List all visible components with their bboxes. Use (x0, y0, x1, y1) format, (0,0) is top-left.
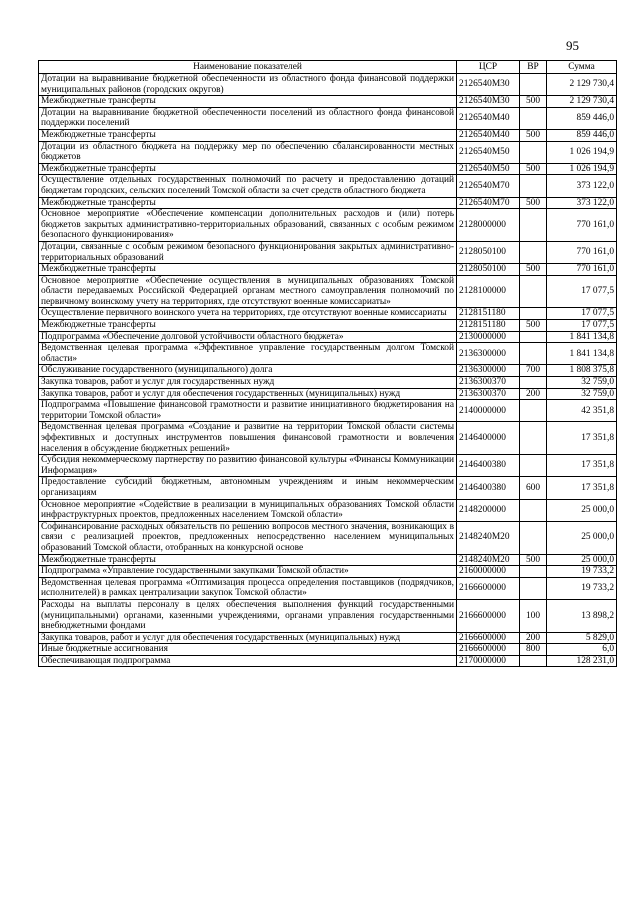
cell-name: Иные бюджетные ассигнования (39, 644, 457, 656)
cell-vr (520, 343, 547, 365)
table-row (39, 599, 617, 632)
cell-vr (520, 241, 547, 263)
table-row (39, 308, 617, 320)
table-row (39, 477, 617, 499)
cell-vr: 500 (520, 320, 547, 332)
cell-csr: 2128050100 (457, 241, 520, 263)
cell-name: Закупка товаров, работ и услуг для государственных нужд (39, 377, 457, 389)
cell-name: Межбюджетные трансферты (39, 96, 457, 108)
cell-csr: 2146400380 (457, 477, 520, 499)
cell-name: Осуществление отдельных государственных полномочий по расчету и предоставлению дотаций бюджетам городских, сельских поселений Томской области за счет средств областного бюджета (39, 175, 457, 197)
table-row (39, 566, 617, 578)
cell-sum: 32 759,0 (547, 388, 617, 400)
table-row (39, 331, 617, 343)
cell-vr: 100 (520, 599, 547, 632)
cell-csr: 2148240М20 (457, 554, 520, 566)
table-row (39, 644, 617, 656)
cell-sum: 42 351,8 (547, 400, 617, 422)
table-row (39, 129, 617, 141)
cell-name: Субсидия некоммерческому партнерству по развитию финансовой культуры «Финансы Коммуникации Информация» (39, 455, 457, 477)
cell-sum: 1 026 194,9 (547, 163, 617, 175)
cell-csr: 2170000000 (457, 655, 520, 667)
cell-name: Основное мероприятие «Обеспечение осуществления в муниципальных образованиях Томской области передаваемых Российской Федерацией органам местного самоуправления полномочий по первичному воинскому учету на территориях, где отсутствуют военные комиссариаты» (39, 275, 457, 308)
cell-sum: 770 161,0 (547, 264, 617, 276)
cell-vr (520, 209, 547, 242)
cell-vr: 200 (520, 388, 547, 400)
cell-csr: 2126540М30 (457, 74, 520, 96)
cell-name: Межбюджетные трансферты (39, 197, 457, 209)
cell-vr (520, 331, 547, 343)
cell-name: Дотации на выравнивание бюджетной обеспеченности поселений из областного фонда финансовой поддержки поселений (39, 107, 457, 129)
cell-csr: 2126540М50 (457, 141, 520, 163)
cell-sum: 17 077,5 (547, 275, 617, 308)
cell-csr: 2128151180 (457, 308, 520, 320)
cell-csr: 2136300000 (457, 343, 520, 365)
cell-sum: 25 000,0 (547, 521, 617, 554)
cell-name: Подпрограмма «Обеспечение долговой устойчивости областного бюджета» (39, 331, 457, 343)
table-row (39, 499, 617, 521)
table-row (39, 163, 617, 175)
cell-vr: 500 (520, 163, 547, 175)
cell-vr (520, 499, 547, 521)
cell-csr: 2128100000 (457, 275, 520, 308)
cell-name: Обеспечивающая подпрограмма (39, 655, 457, 667)
cell-sum: 5 829,0 (547, 632, 617, 644)
cell-vr (520, 521, 547, 554)
cell-name: Межбюджетные трансферты (39, 320, 457, 332)
cell-name: Ведомственная целевая программа «Эффективное управление государственным долгом Томской области» (39, 343, 457, 365)
cell-sum: 13 898,2 (547, 599, 617, 632)
cell-vr (520, 308, 547, 320)
table-row (39, 632, 617, 644)
cell-vr (520, 377, 547, 389)
cell-sum: 25 000,0 (547, 499, 617, 521)
table-row (39, 400, 617, 422)
table-header-row (39, 61, 617, 74)
table-row (39, 209, 617, 242)
cell-csr: 2128151180 (457, 320, 520, 332)
cell-sum: 32 759,0 (547, 377, 617, 389)
cell-name: Обслуживание государственного (муниципального) долга (39, 365, 457, 377)
header-csr: ЦСР (457, 61, 520, 74)
cell-vr: 200 (520, 632, 547, 644)
cell-sum: 6,0 (547, 644, 617, 656)
cell-name: Межбюджетные трансферты (39, 264, 457, 276)
cell-sum: 2 129 730,4 (547, 74, 617, 96)
cell-name: Межбюджетные трансферты (39, 554, 457, 566)
cell-sum: 1 841 134,8 (547, 331, 617, 343)
header-sum: Сумма (547, 61, 617, 74)
cell-sum: 17 351,8 (547, 477, 617, 499)
cell-name: Ведомственная целевая программа «Создание и развитие на территории Томской области системы эффективных и доступных инструментов повышения финансовой грамотности и вовлечения населения в обсуждение бюджетных решений» (39, 422, 457, 455)
page-number: 95 (566, 38, 579, 53)
cell-csr: 2140000000 (457, 400, 520, 422)
table-row (39, 655, 617, 667)
cell-vr (520, 74, 547, 96)
cell-vr: 600 (520, 477, 547, 499)
budget-table (38, 60, 617, 667)
cell-sum: 1 808 375,8 (547, 365, 617, 377)
cell-name: Закупка товаров, работ и услуг для обеспечения государственных (муниципальных) нужд (39, 388, 457, 400)
cell-sum: 128 231,0 (547, 655, 617, 667)
cell-name: Межбюджетные трансферты (39, 129, 457, 141)
cell-csr: 2148240М20 (457, 521, 520, 554)
cell-csr: 2126540М40 (457, 129, 520, 141)
cell-sum: 17 077,5 (547, 320, 617, 332)
table-row (39, 264, 617, 276)
cell-csr: 2146400380 (457, 455, 520, 477)
cell-csr: 2126540М70 (457, 197, 520, 209)
cell-sum: 17 351,8 (547, 422, 617, 455)
cell-vr (520, 400, 547, 422)
header-vr: ВР (520, 61, 547, 74)
cell-csr: 2126540М30 (457, 96, 520, 108)
table-row (39, 455, 617, 477)
cell-vr (520, 141, 547, 163)
cell-name: Основное мероприятие «Обеспечение компенсации дополнительных расходов и (или) потерь бюджетов закрытых административно-территориальных образований, связанных с особым режимом безопасного функционирования» (39, 209, 457, 242)
cell-vr (520, 577, 547, 599)
cell-name: Расходы на выплаты персоналу в целях обеспечения выполнения функций государственными (муниципальными) органами, казенными учреждениями, органами управления государственными внебюджетными фондами (39, 599, 457, 632)
cell-sum: 19 733,2 (547, 577, 617, 599)
cell-vr (520, 107, 547, 129)
table-row (39, 96, 617, 108)
cell-name: Дотации из областного бюджета на поддержку мер по обеспечению сбалансированности местных бюджетов (39, 141, 457, 163)
cell-name: Подпрограмма «Управление государственными закупками Томской области» (39, 566, 457, 578)
cell-csr: 2136300000 (457, 365, 520, 377)
cell-csr: 2136300370 (457, 388, 520, 400)
cell-csr: 2126540М50 (457, 163, 520, 175)
cell-csr: 2146400000 (457, 422, 520, 455)
cell-csr: 2126540М70 (457, 175, 520, 197)
cell-vr: 500 (520, 129, 547, 141)
cell-vr (520, 422, 547, 455)
table-row (39, 74, 617, 96)
cell-name: Софинансирование расходных обязательств по решению вопросов местного значения, возникающих в связи с реализацией проектов, предложенных непосредственно населением муниципальных образований Томской области, отобранных на конкурсной основе (39, 521, 457, 554)
table-row (39, 275, 617, 308)
cell-name: Основное мероприятие «Содействие в реализации в муниципальных образованиях Томской области инфраструктурных проектов, предложенных населением Томской области» (39, 499, 457, 521)
cell-vr (520, 655, 547, 667)
table-row (39, 141, 617, 163)
table-row (39, 241, 617, 263)
cell-sum: 19 733,2 (547, 566, 617, 578)
cell-name: Осуществление первичного воинского учета на территориях, где отсутствуют военные комиссариаты (39, 308, 457, 320)
cell-vr (520, 275, 547, 308)
cell-vr: 800 (520, 644, 547, 656)
cell-vr (520, 566, 547, 578)
table-row (39, 388, 617, 400)
table-row (39, 175, 617, 197)
table-row (39, 320, 617, 332)
cell-csr: 2160000000 (457, 566, 520, 578)
cell-name: Ведомственная целевая программа «Оптимизация процесса определения поставщиков (подрядчиков, исполнителей) в рамках централизации закупок Томской области» (39, 577, 457, 599)
cell-vr: 500 (520, 197, 547, 209)
table-row (39, 377, 617, 389)
cell-name: Предоставление субсидий бюджетным, автономным учреждениям и иным некоммерческим организациям (39, 477, 457, 499)
cell-csr: 2166600000 (457, 577, 520, 599)
cell-csr: 2166600000 (457, 599, 520, 632)
cell-csr: 2130000000 (457, 331, 520, 343)
cell-vr (520, 175, 547, 197)
cell-name: Дотации, связанные с особым режимом безопасного функционирования закрытых административно-территориальных образований (39, 241, 457, 263)
cell-sum: 17 351,8 (547, 455, 617, 477)
table-row (39, 365, 617, 377)
cell-sum: 1 841 134,8 (547, 343, 617, 365)
cell-vr: 500 (520, 264, 547, 276)
table-row (39, 422, 617, 455)
cell-name: Межбюджетные трансферты (39, 163, 457, 175)
cell-sum: 1 026 194,9 (547, 141, 617, 163)
table-row (39, 554, 617, 566)
cell-csr: 2148200000 (457, 499, 520, 521)
cell-csr: 2136300370 (457, 377, 520, 389)
cell-sum: 17 077,5 (547, 308, 617, 320)
header-name: Наименование показателей (39, 61, 457, 74)
table-row (39, 521, 617, 554)
cell-sum: 770 161,0 (547, 209, 617, 242)
cell-sum: 770 161,0 (547, 241, 617, 263)
cell-csr: 2166600000 (457, 632, 520, 644)
cell-vr: 500 (520, 554, 547, 566)
table-row (39, 107, 617, 129)
cell-csr: 2128050100 (457, 264, 520, 276)
cell-csr: 2166600000 (457, 644, 520, 656)
cell-sum: 25 000,0 (547, 554, 617, 566)
cell-vr (520, 455, 547, 477)
table-row (39, 343, 617, 365)
table-row (39, 197, 617, 209)
cell-vr: 500 (520, 96, 547, 108)
cell-name: Дотации на выравнивание бюджетной обеспеченности из областного фонда финансовой поддержки муниципальных районов (городских округов) (39, 74, 457, 96)
cell-sum: 859 446,0 (547, 107, 617, 129)
table-row (39, 577, 617, 599)
cell-name: Подпрограмма «Повышение финансовой грамотности и развитие инициативного бюджетирования на территории Томской области» (39, 400, 457, 422)
cell-name: Закупка товаров, работ и услуг для обеспечения государственных (муниципальных) нужд (39, 632, 457, 644)
cell-vr: 700 (520, 365, 547, 377)
cell-csr: 2128000000 (457, 209, 520, 242)
cell-sum: 859 446,0 (547, 129, 617, 141)
cell-sum: 373 122,0 (547, 197, 617, 209)
table-body (39, 74, 617, 667)
cell-csr: 2126540М40 (457, 107, 520, 129)
cell-sum: 373 122,0 (547, 175, 617, 197)
cell-sum: 2 129 730,4 (547, 96, 617, 108)
